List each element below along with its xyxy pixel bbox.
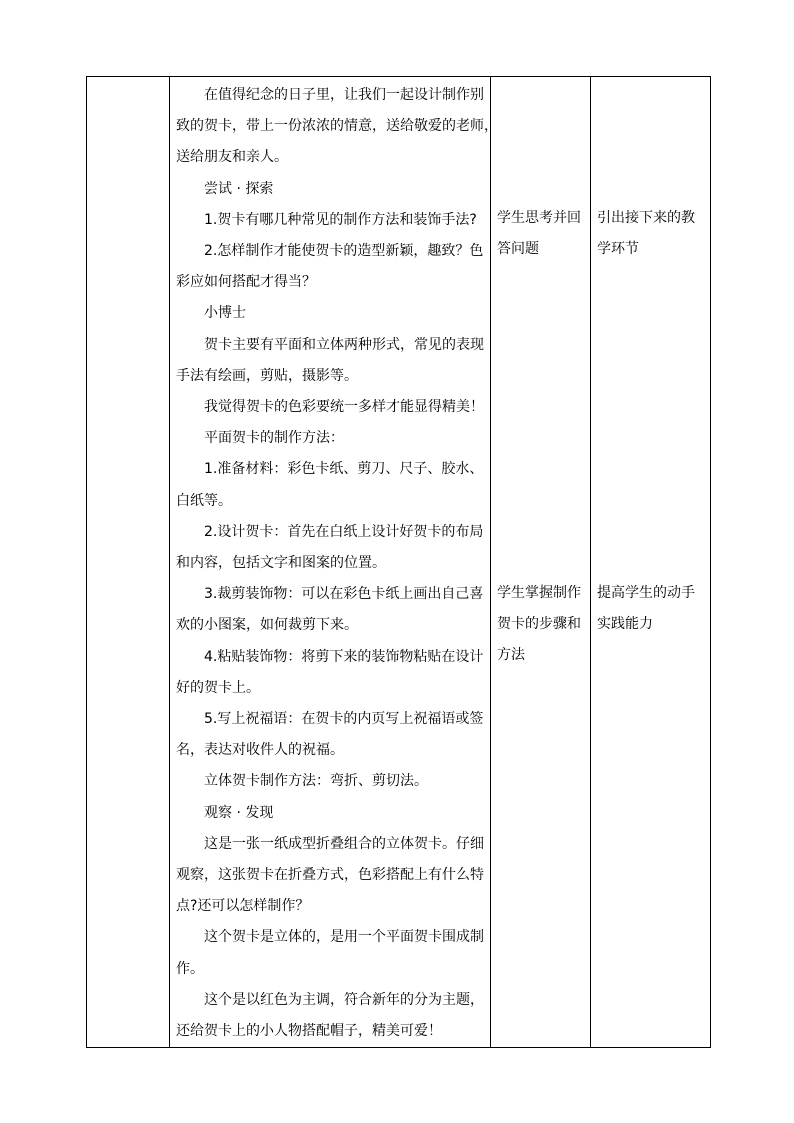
- content-line: 还给贺卡上的小人物搭配帽子，精美可爱！: [176, 1023, 442, 1040]
- note-line: 贺卡的步骤和: [497, 616, 581, 633]
- note-line: 提高学生的动手: [597, 585, 695, 601]
- design-intent-note: [597, 203, 706, 265]
- note-line: 学环节: [597, 241, 639, 258]
- note-line: 引出接下来的教: [597, 210, 695, 226]
- content-line: 手法有绘画，剪贴，摄影等。: [176, 367, 358, 384]
- section-cell: [87, 77, 170, 1048]
- note-line: 学生思考并回: [497, 210, 581, 226]
- lesson-plan-table: [86, 76, 711, 1048]
- student-activity: [491, 77, 590, 1047]
- content-line: 3.裁剪装饰物：可以在彩色卡纸上画出自己喜: [204, 586, 484, 603]
- content-line: 名，表达对收件人的祝福。: [176, 742, 344, 759]
- content-line: 和内容，包括文字和图案的位置。: [176, 555, 386, 572]
- content-line: 在值得纪念的日子里，让我们一起设计制作别: [204, 87, 484, 103]
- content-line: 好的贺卡上。: [176, 679, 260, 696]
- teaching-content-cell: [170, 77, 498, 1048]
- note-line: 学生掌握制作: [497, 585, 581, 601]
- design-intent-cell: [591, 77, 711, 1048]
- teaching-content: [170, 77, 498, 1047]
- content-line: 送给朋友和亲人。: [176, 149, 288, 166]
- content-line: 我觉得贺卡的色彩要统一多样才能显得精美！: [204, 399, 484, 416]
- design-intent-note: [597, 578, 706, 640]
- content-line: 这个是以红色为主调，符合新年的分为主题，: [204, 991, 484, 1008]
- content-line: 贺卡主要有平面和立体两种形式，常见的表现: [204, 336, 484, 353]
- content-line: 2.设计贺卡：首先在白纸上设计好贺卡的布局: [204, 523, 484, 540]
- content-line: 小博士: [204, 305, 246, 322]
- content-line: 2.怎样制作才能使贺卡的造型新颖，趣致？色: [204, 243, 484, 260]
- student-activity-note: [497, 203, 586, 265]
- content-line: 致的贺卡，带上一份浓浓的情意，送给敬爱的老师，: [176, 118, 498, 135]
- content-line: 这是一张一纸成型折叠组合的立体贺卡。仔细: [204, 835, 484, 852]
- content-line: 作。: [176, 960, 204, 977]
- student-activity-cell: [491, 77, 591, 1048]
- table-row: [87, 77, 711, 1048]
- content-line: 5.写上祝福语：在贺卡的内页写上祝福语或签: [204, 711, 484, 728]
- note-line: 实践能力: [597, 616, 653, 633]
- content-line: 欢的小图案，如何裁剪下来。: [176, 617, 358, 634]
- content-line: 这个贺卡是立体的，是用一个平面贺卡围成制: [204, 929, 484, 946]
- content-line: 平面贺卡的制作方法：: [204, 430, 344, 447]
- note-line: 方法: [497, 647, 525, 664]
- content-line: 观察，这张贺卡在折叠方式，色彩搭配上有什么特: [176, 867, 484, 884]
- content-line: 尝试 · 探索: [204, 180, 274, 197]
- content-line: 彩应如何搭配才得当？: [176, 274, 316, 291]
- content-line: 1.准备材料：彩色卡纸、剪刀、尺子、胶水、: [204, 461, 484, 478]
- content-line: 4.粘贴装饰物：将剪下来的装饰物粘贴在设计: [204, 648, 484, 665]
- content-line: 白纸等。: [176, 492, 232, 509]
- note-line: 答问题: [497, 241, 539, 258]
- content-line: 观察 · 发现: [204, 804, 274, 821]
- design-intent: [591, 77, 710, 1047]
- content-line: 立体贺卡制作方法：弯折、剪切法。: [204, 773, 428, 790]
- student-activity-note: [497, 578, 586, 672]
- content-line: 1.贺卡有哪几种常见的制作方法和装饰手法?: [204, 211, 477, 228]
- content-line: 点?还可以怎样制作？: [176, 898, 310, 915]
